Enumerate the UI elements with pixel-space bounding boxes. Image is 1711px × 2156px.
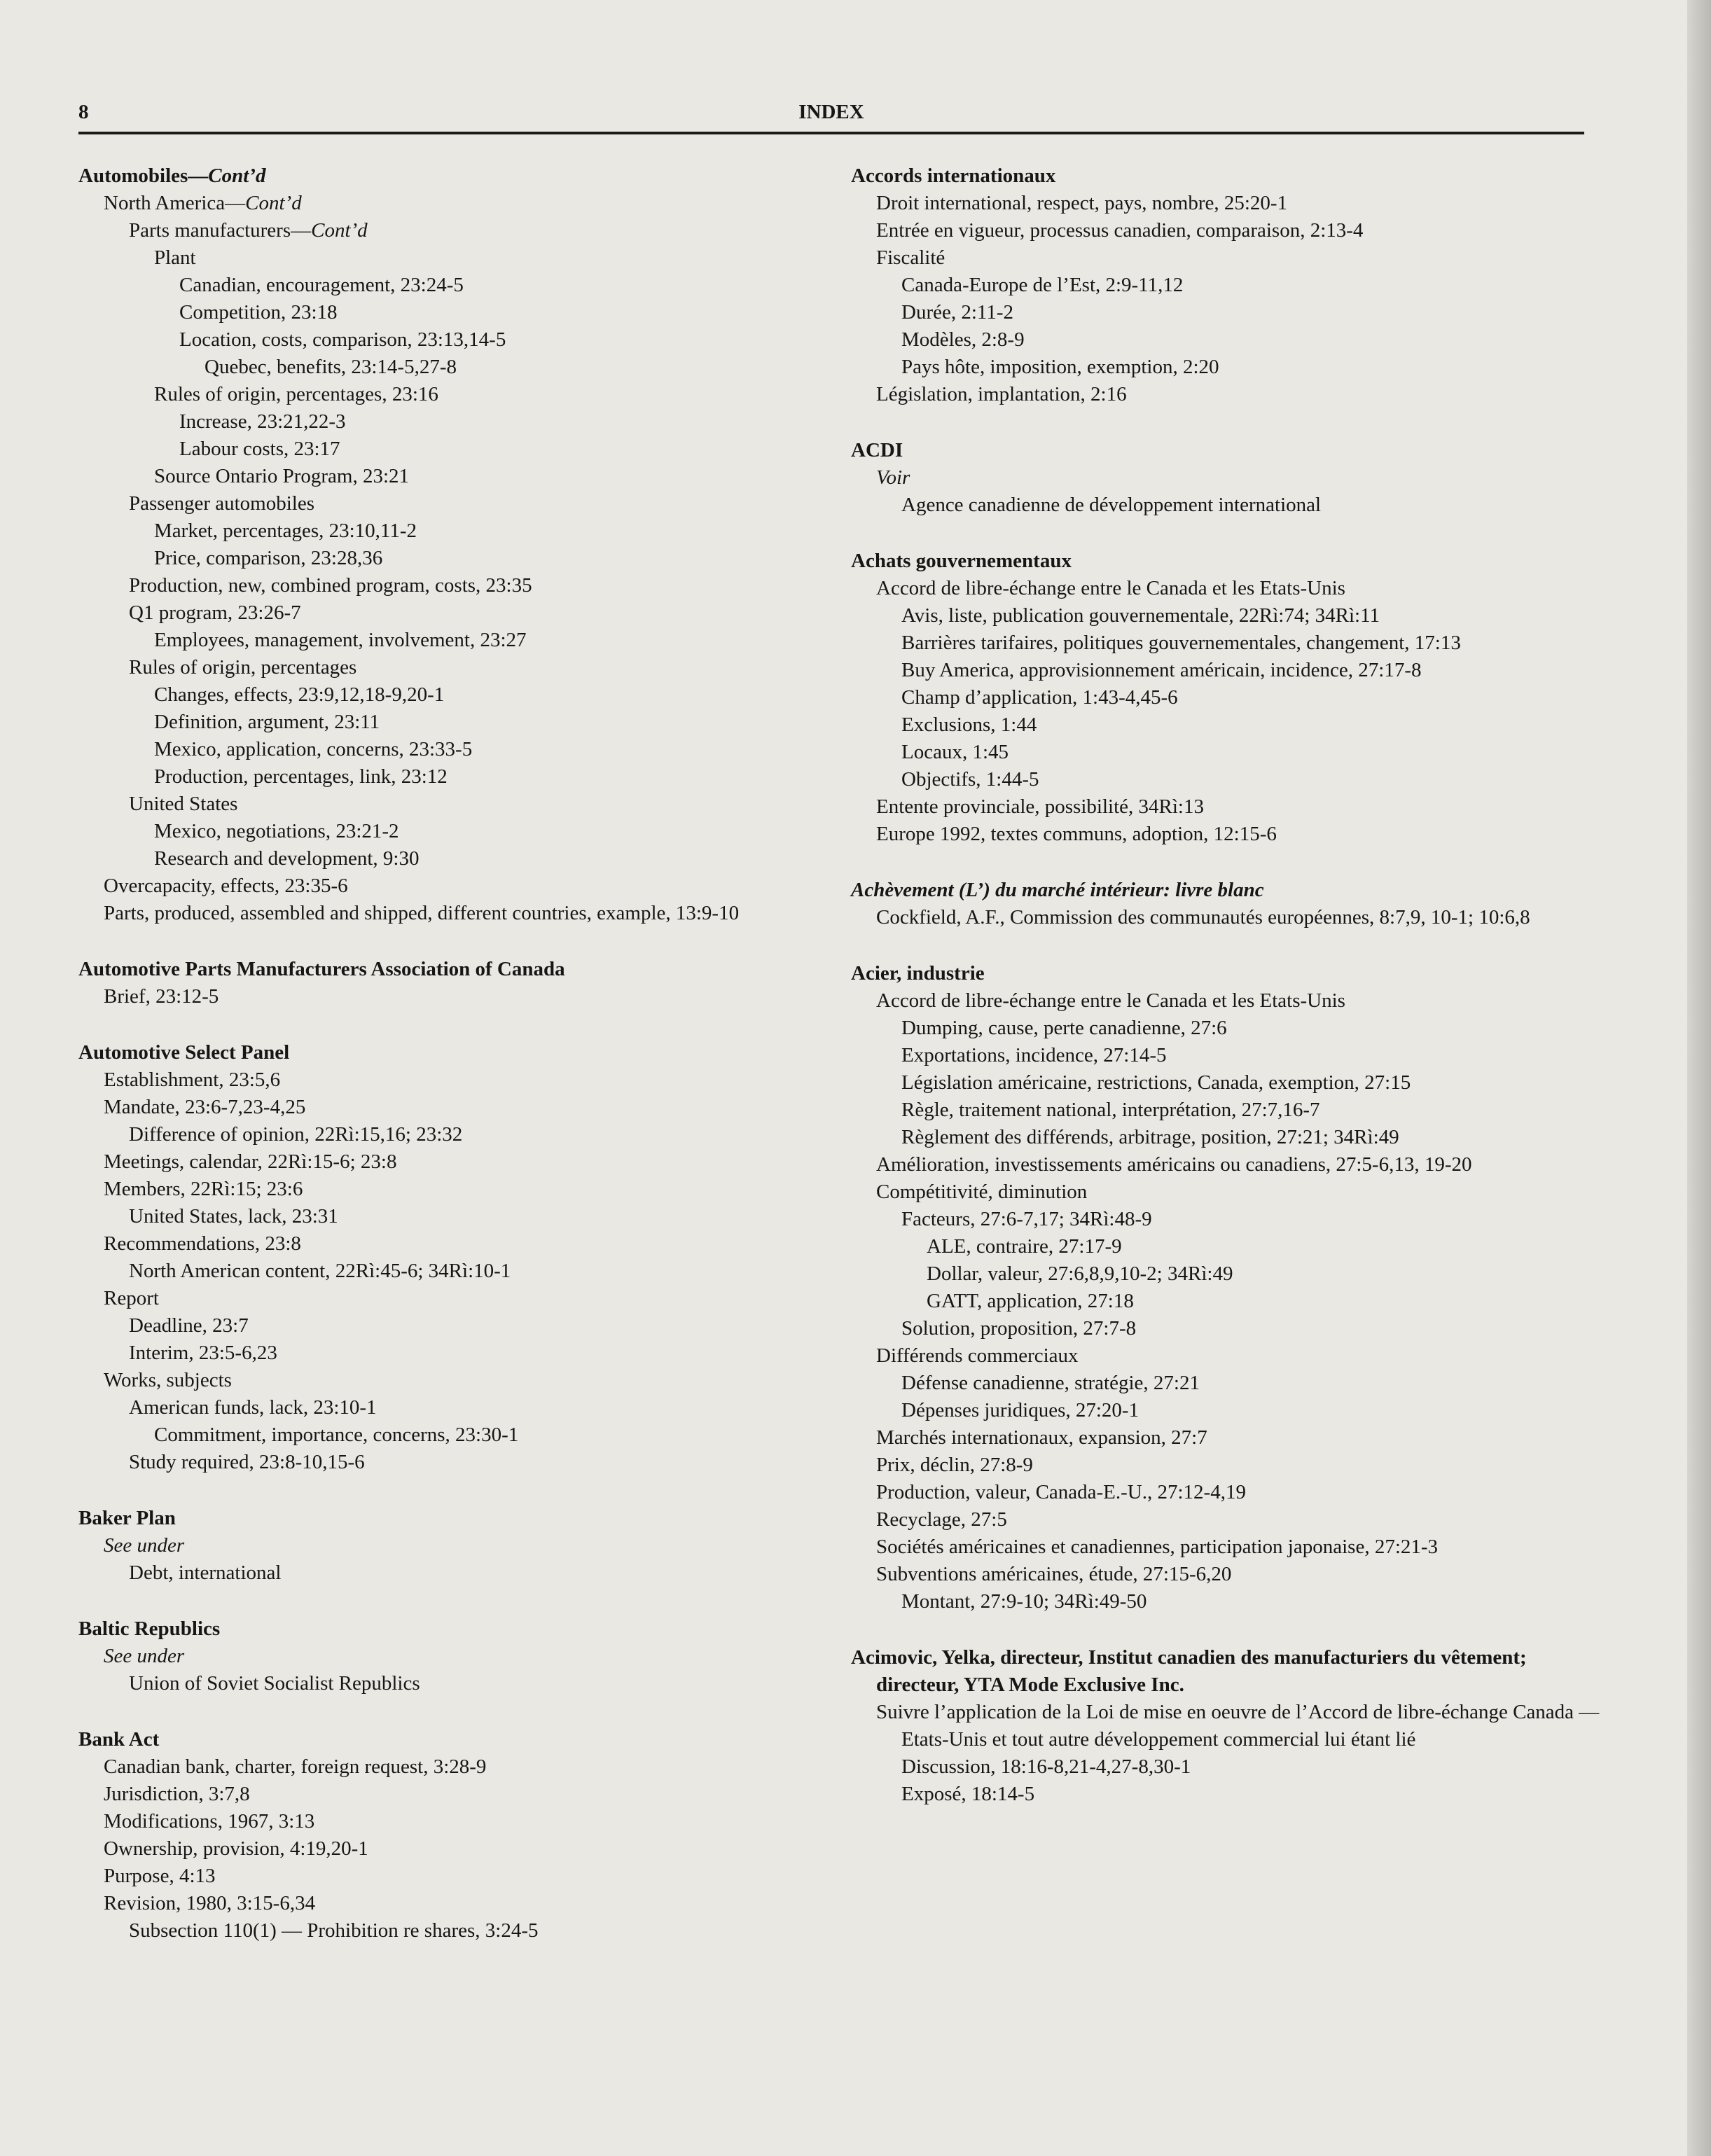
index-entry: Mexico, negotiations, 23:21-2 [154,820,399,842]
index-entry: Production, valeur, Canada-E.-U., 27:12-4,19 [876,1481,1246,1503]
index-entry: Overcapacity, effects, 23:35-6 [104,875,348,897]
cross-reference-label: See under [104,1645,185,1667]
index-entry: Commitment, importance, concerns, 23:30-1 [154,1424,519,1446]
index-entry: Fiscalité [876,246,945,269]
entry-spacer [851,1615,1604,1644]
index-entry: Study required, 23:8-10,15-6 [129,1451,365,1473]
index-heading: Automobiles—Cont’d [78,165,266,187]
index-entry: North America—Cont’d [104,192,302,214]
index-entry: Amélioration, investissements américains ou canadiens, 27:5-6,13, 19-20 [876,1153,1472,1176]
index-entry: Buy America, approvisionnement américain, incidence, 27:17-8 [901,659,1422,681]
index-entry: Employees, management, involvement, 23:27 [154,629,527,651]
index-entry: Brief, 23:12-5 [104,985,219,1008]
index-entry: Droit international, respect, pays, nombre, 25:20-1 [876,192,1288,214]
index-entry: Exclusions, 1:44 [901,714,1037,736]
index-entry: Establishment, 23:5,6 [104,1069,281,1091]
entry-spacer [78,1476,838,1505]
index-entry: Debt, international [129,1562,282,1584]
index-entry: Changes, effects, 23:9,12,18-9,20-1 [154,683,445,706]
index-entry: Recyclage, 27:5 [876,1508,1007,1531]
index-entry: Facteurs, 27:6-7,17; 34Rì:48-9 [901,1208,1152,1230]
index-entry: Modèles, 2:8-9 [901,328,1025,351]
index-entry: Entente provinciale, possibilité, 34Rì:13 [876,795,1204,818]
index-entry: Locaux, 1:45 [901,741,1009,763]
index-entry: Dumping, cause, perte canadienne, 27:6 [901,1017,1227,1039]
entry-spacer [851,519,1604,548]
index-entry: Objectifs, 1:44-5 [901,768,1039,791]
index-entry: Labour costs, 23:17 [179,438,340,460]
index-entry: Parts, produced, assembled and shipped, different countries, example, 13:9-10 [104,902,740,924]
entry-spacer [78,1697,838,1726]
index-entry: Canadian bank, charter, foreign request, 3:28-9 [104,1755,487,1778]
index-entry: Rules of origin, percentages [129,656,357,679]
index-entry: Research and development, 9:30 [154,847,420,870]
index-entry: Discussion, 18:16-8,21-4,27-8,30-1 [901,1755,1191,1778]
left-column [78,162,838,1945]
entry-spacer [851,848,1604,877]
index-entry: Législation, implantation, 2:16 [876,383,1127,405]
index-entry: Recommendations, 23:8 [104,1232,301,1255]
index-entry: Rules of origin, percentages, 23:16 [154,383,438,405]
index-entry: Mexico, application, concerns, 23:33-5 [154,738,473,760]
index-entry: Cockfield, A.F., Commission des communautés européennes, 8:7,9, 10-1; 10:6,8 [876,906,1530,929]
index-entry: GATT, application, 27:18 [927,1290,1134,1312]
index-entry: Europe 1992, textes communs, adoption, 12:15-6 [876,823,1277,845]
index-entry: North American content, 22Rì:45-6; 34Rì:10-1 [129,1260,511,1282]
index-entry: Défense canadienne, stratégie, 27:21 [901,1372,1200,1394]
index-entry: Report [104,1287,159,1309]
index-entry: Législation américaine, restrictions, Canada, exemption, 27:15 [901,1071,1411,1094]
index-entry: Difference of opinion, 22Rì:15,16; 23:32 [129,1123,463,1146]
index-entry: Increase, 23:21,22-3 [179,410,346,433]
index-heading: Achèvement (L’) du marché intérieur: livre blanc [851,879,1264,901]
index-entry: Règle, traitement national, interprétation, 27:7,16-7 [901,1099,1320,1121]
index-entry: Barrières tarifaires, politiques gouvernementales, changement, 17:13 [901,632,1461,654]
index-heading: Accords internationaux [851,165,1056,187]
index-entry: Suivre l’application de la Loi de mise en oeuvre de l’Accord de libre-échange Canada — Etats-Unis et tout autre développement commercial lui étant lié [876,1701,1600,1751]
index-entry: Interim, 23:5-6,23 [129,1342,277,1364]
page-header [78,98,1584,134]
index-heading: Baker Plan [78,1507,176,1529]
cross-reference-label: Voir [876,466,910,489]
index-entry: Union of Soviet Socialist Republics [129,1672,420,1695]
index-heading: Automotive Parts Manufacturers Association of Canada [78,958,565,980]
index-entry: Modifications, 1967, 3:13 [104,1810,315,1832]
index-entry: Durée, 2:11-2 [901,301,1013,324]
entry-spacer [78,1587,838,1615]
index-heading: Acier, industrie [851,962,985,985]
page-number: 8 [78,101,89,123]
entry-spacer [78,1010,838,1039]
index-entry: Dollar, valeur, 27:6,8,9,10-2; 34Rì:49 [927,1263,1233,1285]
index-entry: Parts manufacturers—Cont’d [129,219,368,242]
index-entry: Source Ontario Program, 23:21 [154,465,410,487]
index-entry: Subventions américaines, étude, 27:15-6,20 [876,1563,1232,1585]
index-heading: ACDI [851,439,903,461]
index-entry: Quebec, benefits, 23:14-5,27-8 [205,356,457,378]
index-entry: Definition, argument, 23:11 [154,711,380,733]
index-heading: Acimovic, Yelka, directeur, Institut canadien des manufacturiers du vêtement; directeur, YTA Mode Exclusive Inc. [851,1646,1527,1696]
index-entry: Compétitivité, diminution [876,1181,1088,1203]
index-entry: Exposé, 18:14-5 [901,1783,1035,1805]
index-entry: Deadline, 23:7 [129,1314,249,1337]
index-entry: Marchés internationaux, expansion, 27:7 [876,1426,1207,1449]
index-heading: Achats gouvernementaux [851,550,1072,572]
index-entry: Pays hôte, imposition, exemption, 2:20 [901,356,1219,378]
entry-spacer [78,927,838,956]
index-entry: Production, percentages, link, 23:12 [154,765,448,788]
index-entry: Passenger automobiles [129,492,314,515]
entry-spacer [851,408,1604,437]
index-entry: Q1 program, 23:26-7 [129,601,301,624]
index-entry: Purpose, 4:13 [104,1865,216,1887]
index-entry: Différends commerciaux [876,1344,1079,1367]
index-entry: Montant, 27:9-10; 34Rì:49-50 [901,1590,1147,1613]
index-entry: Competition, 23:18 [179,301,338,324]
page-edge-shadow [1687,0,1711,2156]
index-entry: ALE, contraire, 27:17-9 [927,1235,1122,1258]
page-title: INDEX [798,101,864,123]
entry-spacer [851,931,1604,960]
index-entry: Production, new, combined program, costs, 23:35 [129,574,532,597]
index-entry: Price, comparison, 23:28,36 [154,547,383,569]
index-entry: Accord de libre-échange entre le Canada et les Etats-Unis [876,989,1345,1012]
index-heading: Baltic Republics [78,1618,221,1640]
index-entry: Exportations, incidence, 27:14-5 [901,1044,1167,1066]
index-entry: Entrée en vigueur, processus canadien, comparaison, 2:13-4 [876,219,1364,242]
index-entry: Dépenses juridiques, 27:20-1 [901,1399,1139,1421]
index-entry: Subsection 110(1) — Prohibition re shares, 3:24-5 [129,1919,539,1942]
index-entry: Avis, liste, publication gouvernementale, 22Rì:74; 34Rì:11 [901,604,1380,627]
index-entry: American funds, lack, 23:10-1 [129,1396,377,1419]
index-entry: Prix, déclin, 27:8-9 [876,1454,1033,1476]
index-entry: Market, percentages, 23:10,11-2 [154,520,417,542]
index-entry: Meetings, calendar, 22Rì:15-6; 23:8 [104,1150,397,1173]
index-entry: Agence canadienne de développement international [901,494,1322,516]
index-entry: Works, subjects [104,1369,232,1391]
index-heading: Automotive Select Panel [78,1041,290,1064]
index-entry: Mandate, 23:6-7,23-4,25 [104,1096,306,1118]
right-column [851,162,1604,1808]
index-entry: Champ d’application, 1:43-4,45-6 [901,686,1178,709]
index-entry: Jurisdiction, 3:7,8 [104,1783,250,1805]
index-entry: Accord de libre-échange entre le Canada et les Etats-Unis [876,577,1345,599]
index-heading: Bank Act [78,1728,160,1751]
index-entry: Solution, proposition, 27:7-8 [901,1317,1137,1340]
cross-reference-label: See under [104,1534,185,1557]
index-entry: Canadian, encouragement, 23:24-5 [179,274,464,296]
index-entry: Location, costs, comparison, 23:13,14-5 [179,328,506,351]
index-entry: Sociétés américaines et canadiennes, participation japonaise, 27:21-3 [876,1536,1439,1558]
index-entry: Ownership, provision, 4:19,20-1 [104,1837,368,1860]
index-entry: Plant [154,246,196,269]
index-entry: Revision, 1980, 3:15-6,34 [104,1892,316,1914]
index-entry: United States [129,793,238,815]
index-entry: United States, lack, 23:31 [129,1205,338,1227]
index-entry: Members, 22Rì:15; 23:6 [104,1178,303,1200]
index-entry: Canada-Europe de l’Est, 2:9-11,12 [901,274,1184,296]
index-entry: Règlement des différends, arbitrage, position, 27:21; 34Rì:49 [901,1126,1399,1148]
